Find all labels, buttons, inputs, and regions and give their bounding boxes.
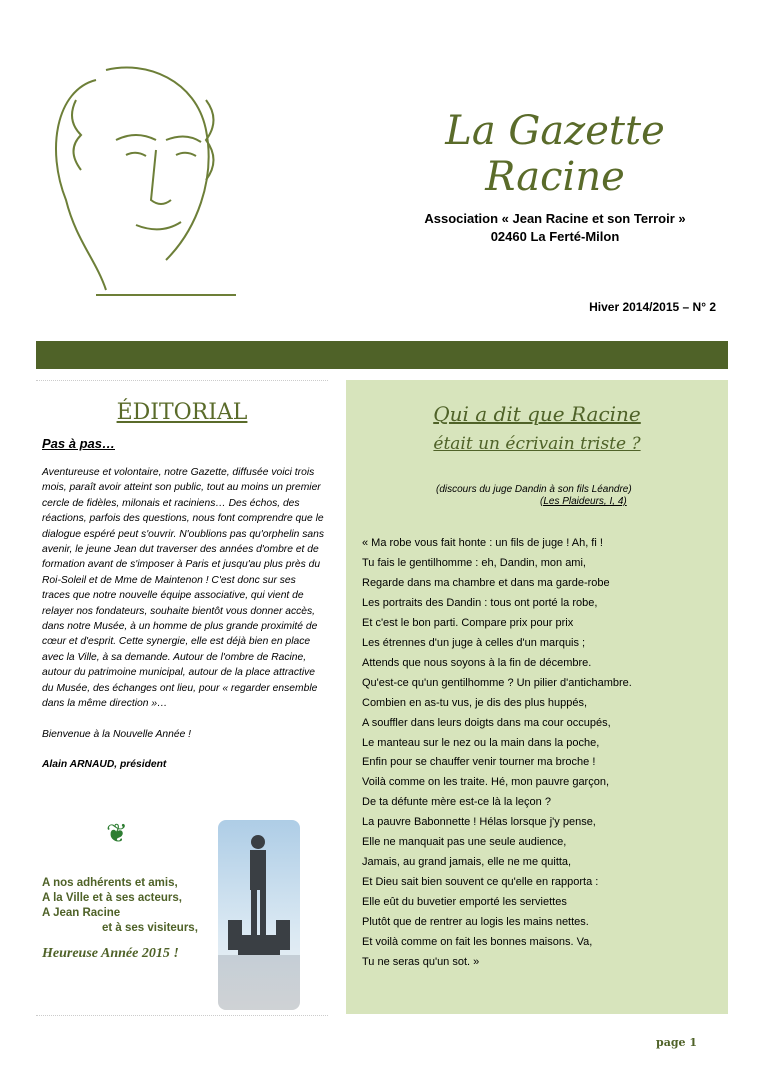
association-block	[380, 210, 730, 246]
quote-title-line: était un écrivain triste ?	[433, 434, 641, 454]
editorial-paragraph: Bienvenue à la Nouvelle Année !	[42, 728, 192, 740]
poem-line: « Ma robe vous fait honte : un fils de juge ! Ah, fi !	[362, 537, 603, 549]
quote-reference: (Les Plaideurs, I, 4)	[540, 496, 627, 507]
association-address: 02460 La Ferté-Milon	[490, 229, 620, 244]
wishes-block	[42, 876, 198, 936]
poem-line: Regarde dans ma chambre et dans ma garde-robe	[362, 576, 610, 589]
racine-portrait-sketch	[36, 60, 246, 300]
poem-line: Enfin pour se chauffer venir tourner ma broche !	[362, 756, 596, 769]
wish-line: A nos adhérents et amis,	[42, 877, 178, 889]
poem-line: Voilà comme on les traite. Hé, mon pauvre garçon,	[362, 776, 610, 789]
statue-photo	[218, 820, 300, 1010]
poem-line: Plutôt que de rentrer au logis les mains nettes.	[362, 916, 589, 929]
gazette-title: La Gazette Racine	[445, 108, 665, 200]
poem-line: Les étrennes d'un juge à celles d'un marquis ;	[362, 636, 586, 649]
poem-line: Elle eût du buvetier emporté les serviettes	[362, 896, 567, 909]
issue-label: Hiver 2014/2015 – N° 2	[589, 300, 716, 314]
quote-title-line: Qui a dit que Racine	[433, 402, 641, 426]
poem-line: Tu ne seras qu'un sot. »	[362, 956, 480, 969]
poem-line: Et voilà comme on fait les bonnes maisons. Va,	[362, 936, 593, 949]
poem-line: Et c'est le bon parti. Compare prix pour prix	[362, 616, 574, 629]
poem-line: Le manteau sur le nez ou la main dans la poche,	[362, 736, 600, 749]
editorial-paragraph: Aventureuse et volontaire, notre Gazette, diffusée voici trois mois, paraît avoir atteint son public, tout au moins un premier cercle de fidèles, milonais et raciniens… Des échos, des réactions, parfois des questions, nous font comprendre que le dialogue espéré peut s'ouvrir. N'oublions pas qu'orphelin sans avenir, le jeune Jean dut traverser des années d'ombre et de formation avant de s'imposer à Paris et jusqu'au plus près du Roi-Soleil et de Mme de Maintenon ! C'est donc sur ses traces que notre nouvelle équipe associative, qui vient de relayer nos fondateurs, souhaite bientôt vous donner accès, dans notre Musée, à un homme de plus grande proximité de cœur et d'esprit. Cette synergie, elle est déjà bien en place avec la Ville, à sa demande. Autour de l'ombre de Racine, autour du patrimoine municipal, autour de la place attractive du Musée, des échanges ont lieu, pour « regarder ensemble dans la même direction »…	[42, 467, 324, 710]
quote-title	[346, 402, 728, 462]
holly-icon: ❦	[106, 818, 128, 848]
poem-line: La pauvre Babonnette ! Hélas lorsque j'y pense,	[362, 816, 596, 829]
wish-line: A la Ville et à ses acteurs,	[42, 892, 182, 904]
wish-line: A Jean Racine	[42, 907, 121, 919]
page-number: page 1	[656, 1036, 697, 1049]
association-name: Association « Jean Racine et son Terroir »	[424, 211, 686, 226]
poem-line: Tu fais le gentilhomme : eh, Dandin, mon ami,	[362, 556, 586, 569]
poem-line: Et Dieu sait bien souvent ce qu'elle en rapporta :	[362, 876, 599, 889]
poem-line: Les portraits des Dandin : tous ont porté la robe,	[362, 596, 598, 609]
poem-line: A souffler dans leurs doigts dans ma cour occupés,	[362, 716, 611, 729]
poem-line: Elle ne manquait pas une seule audience,	[362, 836, 567, 849]
poem-line: Jamais, au grand jamais, elle ne me quitta,	[362, 856, 572, 869]
quote-source	[346, 484, 728, 508]
quote-context: (discours du juge Dandin à son fils Léandre)	[436, 484, 632, 495]
divider-band	[36, 341, 728, 369]
editorial-signature: Alain ARNAUD, président	[42, 758, 167, 770]
poem	[362, 534, 632, 973]
poem-line: De ta défunte mère est-ce là la leçon ?	[362, 796, 551, 809]
poem-line: Attends que nous soyons à la fin de décembre.	[362, 656, 592, 669]
editorial-subtitle: Pas à pas…	[42, 436, 115, 451]
poem-line: Combien en as-tu vus, je dis des plus huppés,	[362, 696, 588, 709]
wish-line: et à ses visiteurs,	[102, 922, 198, 934]
editorial-body	[42, 465, 324, 787]
editorial-title: ÉDITORIAL	[116, 400, 248, 425]
poem-line: Qu'est-ce qu'un gentilhomme ? Un pilier d'antichambre.	[362, 676, 632, 689]
new-year-greeting: Heureuse Année 2015 !	[42, 946, 179, 961]
